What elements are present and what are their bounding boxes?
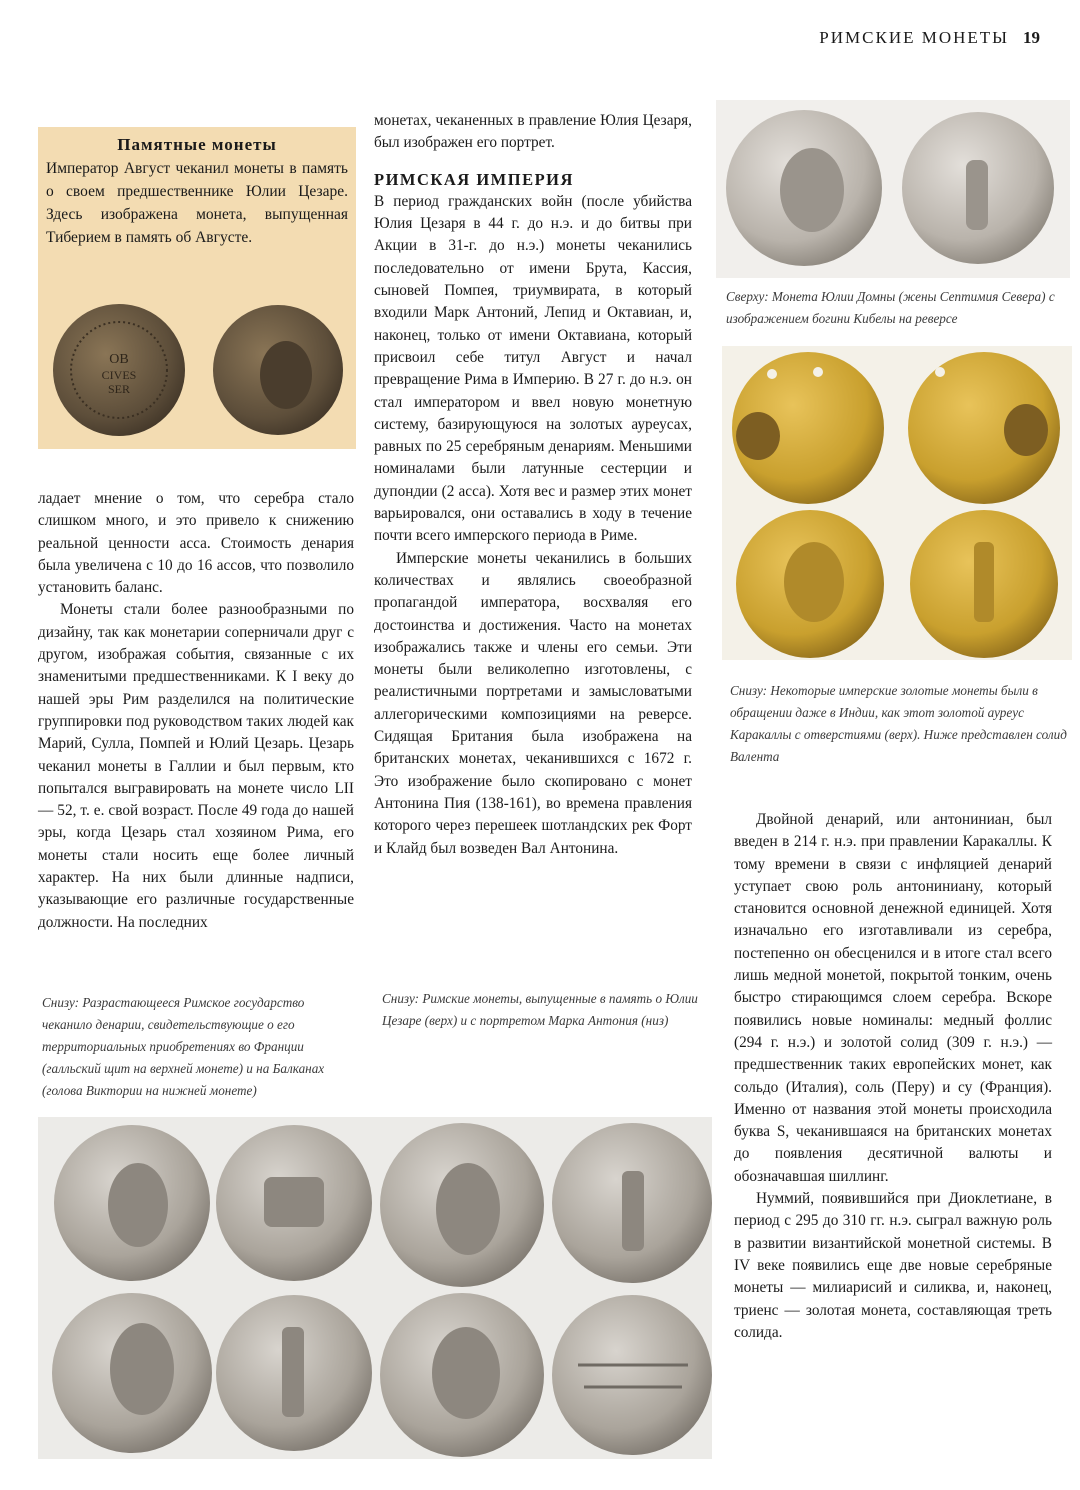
col2-paragraph-1: В период гражданских войн (после убийства Юлия Цезаря в 44 г. до н.э. и до битвы при Акции в 31-г. до н.э.) монеты чеканились последовательно от имени Брута, Кассия, сыновей Помпея, триумвирата, в который входили Марк Антоний, Лепид и Октавиан, и, наконец, только от имени Октавиана, который присвоил себе титул Август и начал превращение Рима в Империю. В 27 г. до н.э. он стал императором и ввел новую монетную систему, базирующуюся на золотых ауреусах, равных по 25 серебряным денариям. Меньшими номиналами были латунные сестерции и дупондии (2 асса). Хотя вес и размер этих монет варьировался, они оставались в ходу в течение почти всего имперского периода в Риме. <box>374 192 692 545</box>
coin-hole <box>813 367 823 377</box>
commemorative-coins-box <box>38 127 356 449</box>
coin-legend-ob: OB <box>109 352 129 367</box>
coin-hole <box>767 369 777 379</box>
section-heading-roman-empire: РИМСКАЯ ИМПЕРИЯ <box>374 169 574 189</box>
running-head-title: РИМСКИЕ МОНЕТЫ <box>819 28 1009 47</box>
coin-hole <box>935 367 945 377</box>
sidebar-title: Памятные монеты <box>117 135 277 154</box>
col1-paragraph-2: Монеты стали более разнообразными по дизайну, так как монетарии соперничали друг с другом, изображая события, связанные с их знаменитыми предшественниками. К I веку до нашей эры Рим разделился на политические группировки под руководством таких людей как Марий, Сулла, Помпей и Юлий Цезарь. Цезарь чеканил монеты в Галлии и был первым, кто попытался выгравировать на монете число LII — 52, т. е. свой возраст. После 49 года до нашей эры, когда Цезарь стал хозяином Рима, его монеты стали носить еще более личный характер. На них были длинные надписи, указывающие его различные государственные должности. На последних <box>38 601 354 931</box>
column-2 <box>374 110 692 860</box>
gold-coins-photo <box>722 346 1072 660</box>
sidebar-text: Император Август чеканил монеты в память о своем предшественнике Юлии Цезаре. Здесь изображена монета, выпущенная Тиберием в память об Августе. <box>46 160 348 246</box>
col1-paragraph-1: ладает мнение о том, что серебра стало слишком много, и это привело к снижению реальной ценности асса. Стоимость денария была увеличена с 10 до 16 ассов, что позволило установить баланс. <box>38 490 354 597</box>
coin-legend-ser: SER <box>107 382 131 396</box>
column-1 <box>38 488 354 934</box>
col2-paragraph-2: Имперские монеты чеканились в больших количествах и являлись своеобразной пропагандой императора, восхваляя его достоинства и достижения. Часто на монетах изображались также и члены его семьи. Эти монеты были великолепно изготовлены, с реалистичными портретами и замысловатыми аллегорическими композициями на реверсе. Сидящая Британия была изображена на британских монетах, чеканившихся с 1672 г. Это изображение было скопировано с монет Антонина Пия (138-161), во времена правления которого через перешеек шотландских рек Форт и Клайд был возведен Вал Антонина. <box>374 549 692 857</box>
col1-caption: Снизу: Разрастающееся Римское государство чеканило денарии, свидетельствующие о его территориальных приобретениях во Франции (галльский щит на верхней монете) и на Балканах (голова Виктории на нижней монете) <box>42 995 325 1098</box>
col3-caption-top: Сверху: Монета Юлии Домны (жены Септимия Севера) с изображением богини Кибелы на реверсе <box>726 289 1055 326</box>
col2-caption: Снизу: Римские монеты, выпущенные в память о Юлии Цезаре (верх) и с портретом Марка Антония (низ) <box>382 991 698 1028</box>
col3-paragraph-1: Двойной денарий, или антониниан, был введен в 214 г. н.э. при правлении Каракаллы. К тому времени в связи с инфляцией денарий уступает свою роль антониниану, который становится основной денежной единицей. Хотя изначально его изготавливали из серебра, постепенно он обесценился и в итоге стал всего лишь медной монетой, покрытой тонким, очень быстро стирающимся слоем серебра. Вскоре появились новые номиналы: медный фоллис (294 г. н.э.) и золотой солид (309 г. н.э.) — предшественник таких европейских монет, как сольдо (Италия), соль (Перу) и су (Франция). Именно от названия этой монеты происходила буква S, чеканившаяся на британских монетах до появления десятичной валюты и обозначавшая шиллинг. <box>734 811 1052 1185</box>
page-number: 19 <box>1023 28 1040 47</box>
tiberius-coin-image <box>46 295 348 445</box>
col2-paragraph-0: монетах, чеканенных в правление Юлия Цезаря, был изображен его портрет. <box>374 112 692 152</box>
col3-paragraph-2: Нуммий, появившийся при Диоклетиане, в период с 295 до 310 гг. н.э. сыграл важную роль в развитии византийской монетной системы. В IV веке появились еще две новые серебряные монеты — милиарисий и силиква, и, наконец, триенс — золотая монета, составляющая треть солида. <box>734 1190 1052 1341</box>
coin-legend-cives: CIVES <box>101 368 137 382</box>
caesar-antony-coins-photo <box>38 1117 712 1459</box>
running-head <box>819 28 1040 48</box>
antony-denarius-reverse <box>552 1295 712 1455</box>
column-3 <box>734 809 1052 1344</box>
col3-caption-mid: Снизу: Некоторые имперские золотые монеты были в обращении даже в Индии, как этот золотой ауреус Каракаллы с отверстиями (верх). Ниже представлен солид Валента <box>730 683 1067 764</box>
julia-domna-coin-photo <box>716 100 1070 278</box>
